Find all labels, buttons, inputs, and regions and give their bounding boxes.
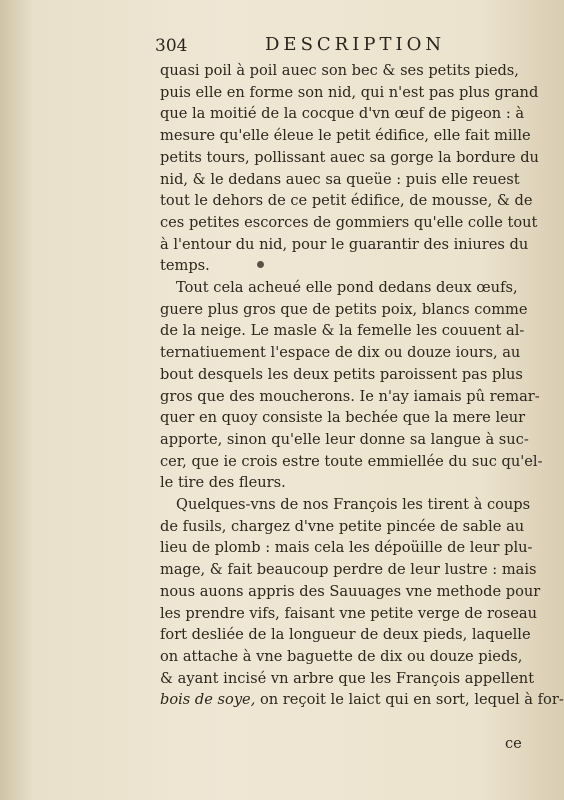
text-line <box>160 689 564 711</box>
text-line <box>160 277 550 299</box>
line-text: ces petites escorces de gommiers qu'elle colle tout <box>160 213 538 231</box>
line-text: nid, & le dedans auec sa queüe : puis elle reuest <box>160 170 520 188</box>
text-line <box>160 472 550 494</box>
line-text: fort desliée de la longueur de deux pieds, laquelle <box>160 626 531 644</box>
text-line <box>160 190 550 212</box>
text-line <box>160 320 550 342</box>
line-text: à l'entour du nid, pour le guarantir des iniures du <box>160 235 529 253</box>
text-line <box>160 494 550 516</box>
text-line <box>160 668 550 690</box>
line-text: petits tours, pollissant auec sa gorge la bordure du <box>160 148 539 166</box>
catchword: ce <box>505 735 522 752</box>
line-text: quasi poil à poil auec son bec & ses petits pieds, <box>160 62 519 79</box>
line-text: guere plus gros que de petits poix, blancs comme <box>160 300 528 318</box>
line-text: bout desquels les deux petits paroissent pas plus <box>160 365 523 383</box>
text-line <box>160 537 550 559</box>
line-text: ternatiuement l'espace de dix ou douze iours, au <box>160 344 521 362</box>
text-line <box>160 646 550 668</box>
text-line <box>160 559 550 581</box>
text-line <box>160 429 550 451</box>
text-line <box>160 234 550 256</box>
running-title: DESCRIPTION <box>265 34 446 55</box>
text-line <box>160 212 550 234</box>
line-text: tout le dehors de ce petit édifice, de mousse, & de <box>160 192 533 210</box>
line-text: Tout cela acheué elle pond dedans deux œufs, <box>176 279 518 297</box>
line-text: mesure qu'elle éleue le petit édifice, elle fait mille <box>160 127 531 145</box>
text-line <box>160 125 550 147</box>
line-text: de fusils, chargez d'vne petite pincée de sable au <box>160 517 525 535</box>
text-line <box>160 581 550 603</box>
text-line <box>160 60 550 82</box>
text-line <box>160 451 550 473</box>
text-line <box>160 603 550 625</box>
text-line <box>160 147 550 169</box>
line-text: apporte, sinon qu'elle leur donne sa langue à suc- <box>160 430 529 448</box>
text-line <box>160 82 550 104</box>
line-text: les prendre vifs, faisant vne petite verge de roseau <box>160 604 537 622</box>
text-line <box>160 342 550 364</box>
text-line <box>160 364 550 386</box>
text-line <box>160 103 550 125</box>
line-text: gros que des moucherons. Ie n'ay iamais pû remar- <box>160 387 540 405</box>
running-head <box>155 34 494 58</box>
line-text: de la neige. Le masle & la femelle les couuent al- <box>160 322 525 340</box>
line-text: on attache à vne baguette de dix ou douze pieds, <box>160 647 523 665</box>
line-text: lieu de plomb : mais cela les dépoüille de leur plu- <box>160 539 533 557</box>
line-text: temps. <box>160 257 210 275</box>
text-line <box>160 299 550 321</box>
line-text: quer en quoy consiste la bechée que la mere leur <box>160 409 526 427</box>
line-text: mage, & fait beaucoup perdre de leur lustre : mais <box>160 561 537 579</box>
text-line <box>160 386 550 408</box>
line-text: nous auons appris des Sauuages vne methode pour <box>160 582 541 600</box>
text-line <box>160 255 550 277</box>
line-text: Quelques-vns de nos François les tirent à coups <box>176 496 531 514</box>
italic-term: bois de soye, <box>160 691 256 709</box>
line-text: on reçoit le laict qui en sort, lequel à for- <box>259 691 564 709</box>
line-text: & ayant incisé vn arbre que les François appellent <box>160 669 535 687</box>
line-text: le tire des fleurs. <box>160 474 286 492</box>
text-line <box>160 407 550 429</box>
body-text <box>160 60 564 711</box>
line-text: cer, que ie crois estre toute emmiellée du suc qu'el- <box>160 452 543 470</box>
page-number: 304 <box>155 36 188 56</box>
line-text: puis elle en forme son nid, qui n'est pas plus grand <box>160 83 539 101</box>
text-line <box>160 169 550 191</box>
text-line <box>160 516 550 538</box>
line-text: que la moitié de la cocque d'vn œuf de pigeon : à <box>160 105 525 123</box>
text-line <box>160 624 550 646</box>
